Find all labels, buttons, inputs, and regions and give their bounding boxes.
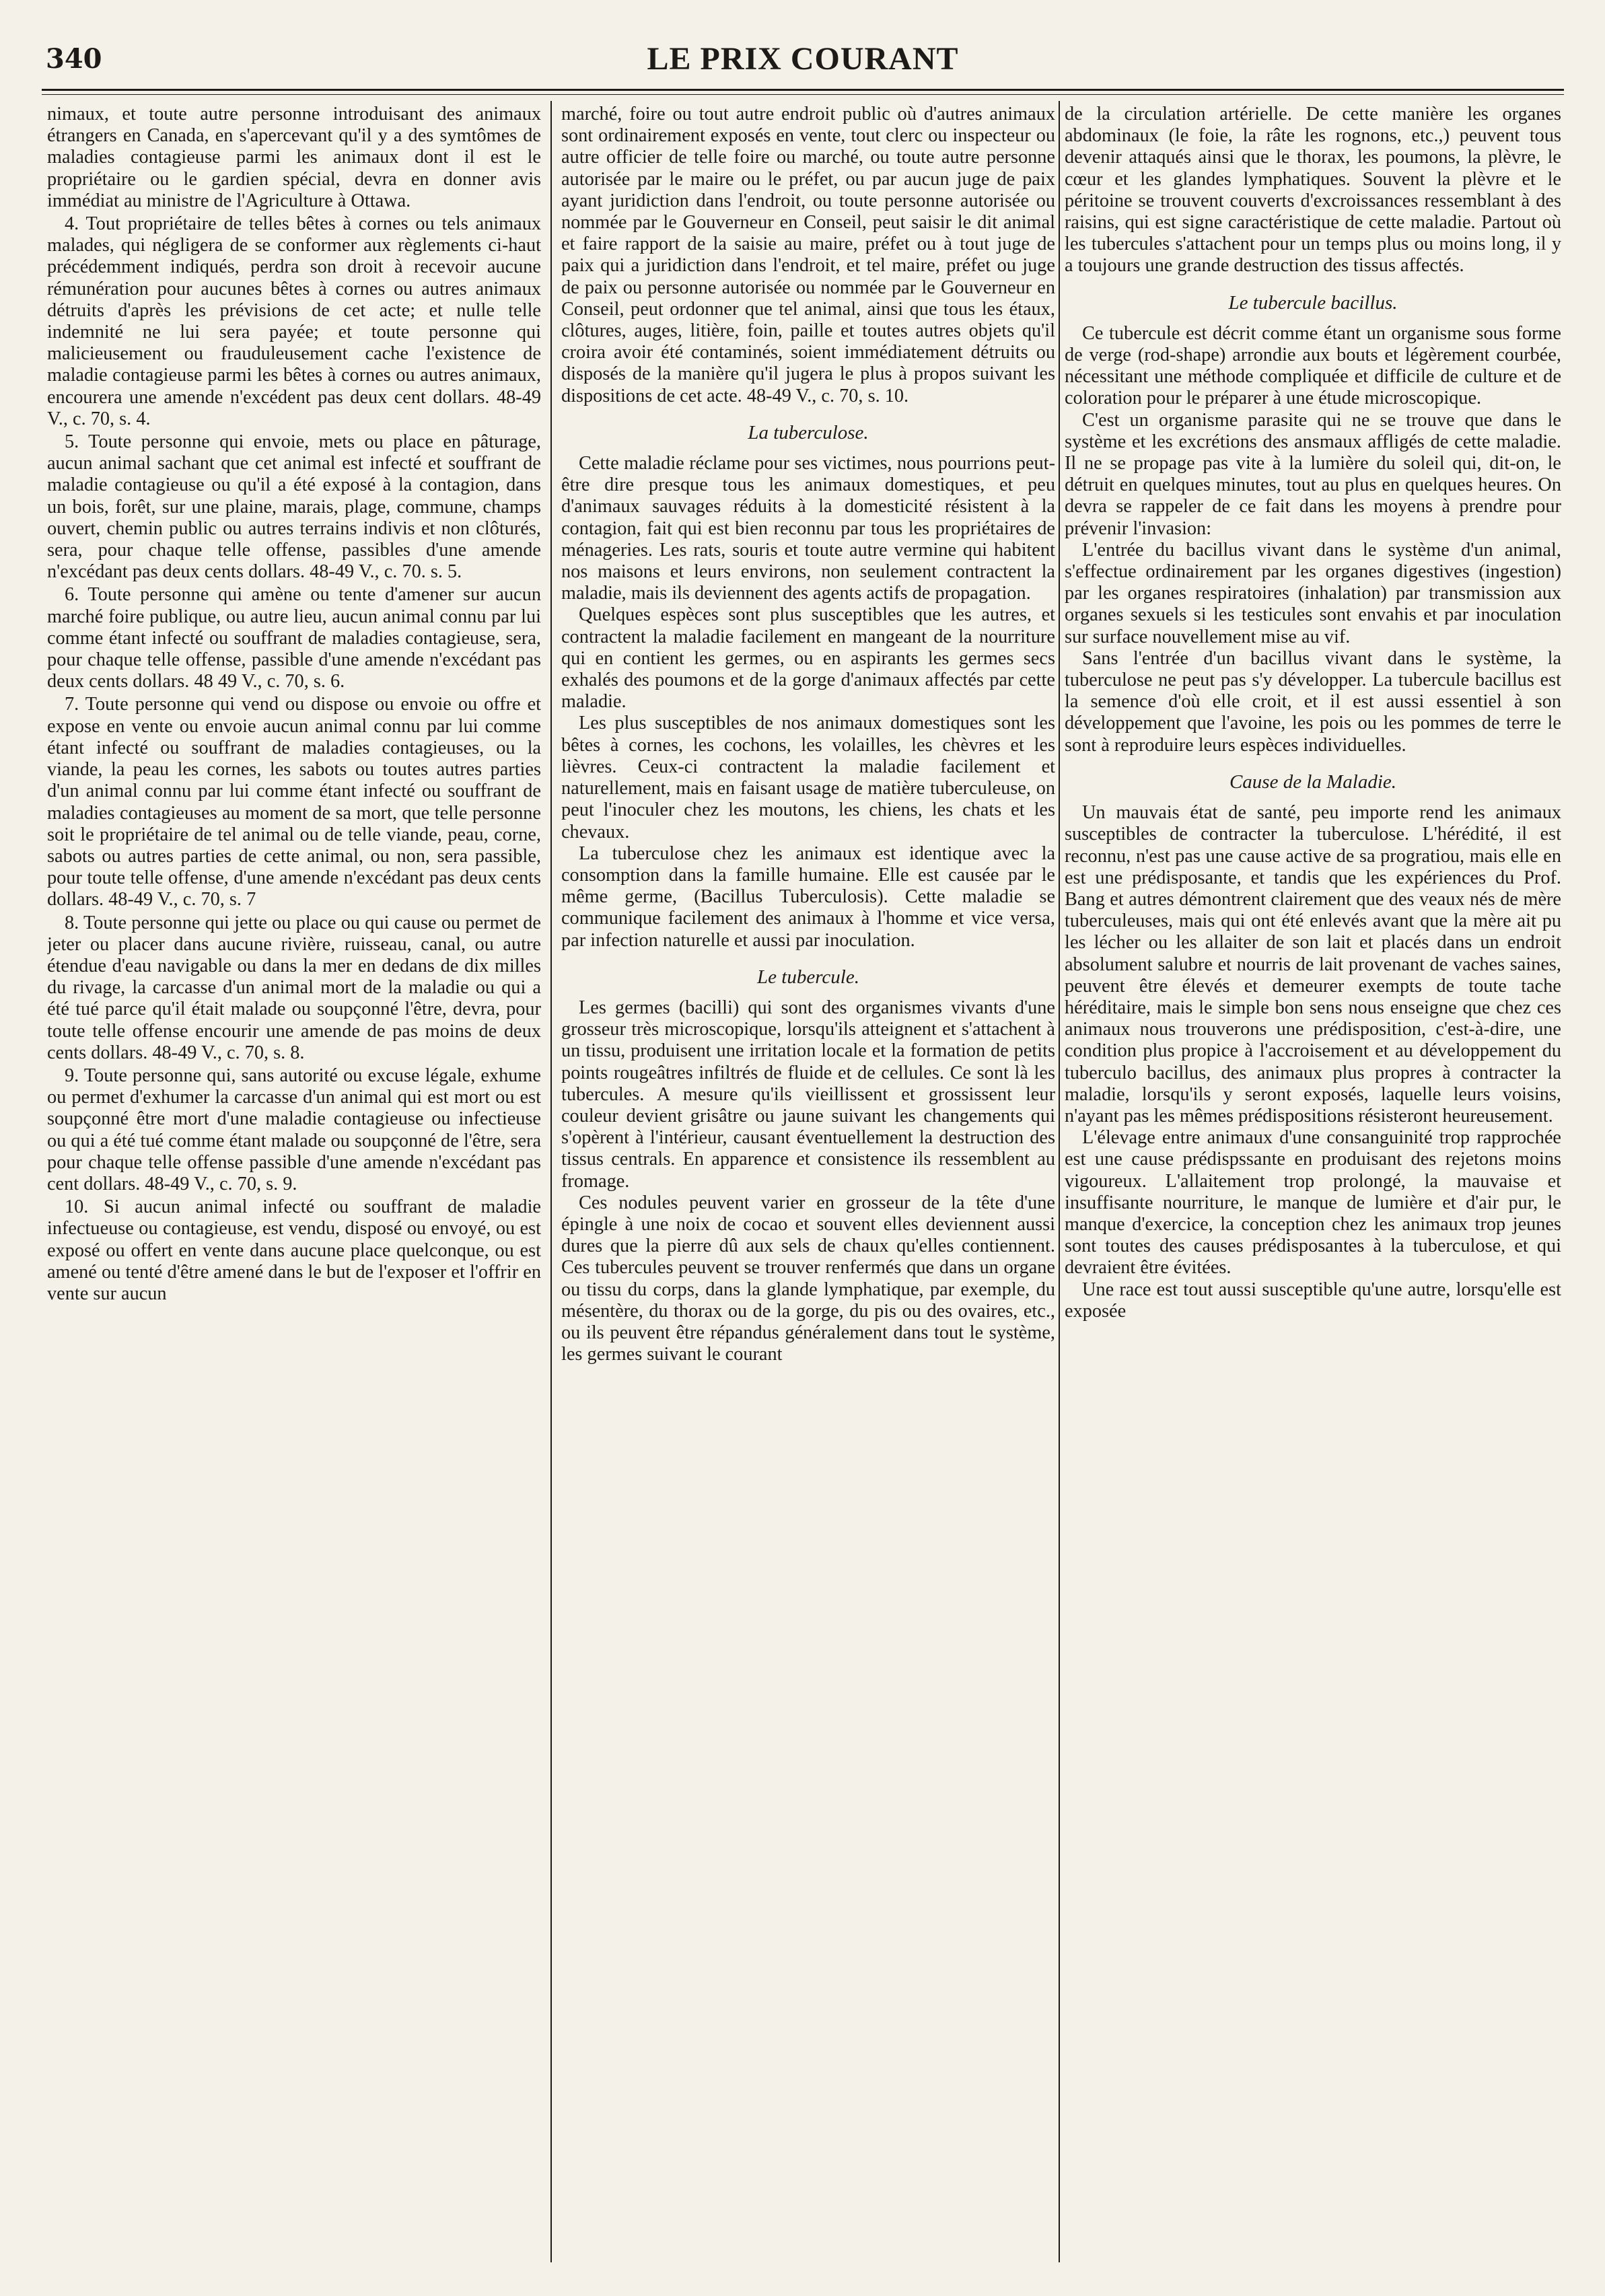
paragraph: Cette maladie réclame pour ses victimes, nous pourrions peut-être dire presque tous les animaux domestiques, et peu d'animaux sauvages réduits à la domesticité résistent à la contagion, fait qui est bien reconnu par tous les propriétaires de ménageries. Les rats, souris et toute autre vermine qui habitent nos maisons et leurs environs, non seulement contractent la maladie, mais ils deviennent des agents actifs de propagation. <box>561 453 1055 604</box>
header-rule <box>42 89 1564 91</box>
paragraph: Les germes (bacilli) qui sont des organismes vivants d'une grosseur très microscopique, lorsqu'ils atteignent et s'attachent à un tissu, produisent une irritation locale et la formation de petits points rougeâtres infiltrés de fluide et de cellules. Ce sont là les tubercules. A mesure qu'ils vieillissent et grossissent leur couleur devient grisâtre ou jaune suivant les changements qui s'opèrent à l'intérieur, causant éventuellement la destruction des tissus centrals. En apparence et consistence ils ressemblent au fromage. <box>561 997 1055 1192</box>
paragraph: L'entrée du bacillus vivant dans le système d'un animal, s'effectue ordinairement par les organes digestives (ingestion) par les organes respiratoires (inhalation) par transmission aux organes sexuels si les testicules sont envahis et par inoculation sur surface nouvellement mise au vif. <box>1065 539 1561 647</box>
article-10: 10. Si aucun animal infecté ou souffrant de maladie infectueuse ou contagieuse, est vendu, disposé ou envoyé, ou est exposé ou offert en vente dans aucune place quelconque, ou est amené ou tenté d'être amené dans le but de l'exposer et l'offrir en vente sur aucun <box>47 1196 541 1304</box>
paragraph: de la circulation artérielle. De cette manière les organes abdominaux (le foie, la râte les rognons, etc.,) peuvent tous devenir attaqués ainsi que le thorax, les poumons, la plèvre, le cœur et les glandes lymphatiques. Souvent la plèvre et le péritoine se trouvent couverts d'excroissances ressemblant à des raisins, qui est signe caractéristique de cette maladie. Partout où les tubercules s'attachent pour un temps plus ou moins long, il y a toujours une grande destruction des tissus affectés. <box>1065 104 1561 277</box>
article-4: 4. Tout propriétaire de telles bêtes à cornes ou tels animaux malades, qui négligera de se conformer aux règlements ci-haut précédemment indiqués, perdra son droit à recevoir aucune rémunération pour aucunes bêtes à cornes ou autres animaux détruits d'après les prévisions de cet acte; et nulle telle indemnité ne lui sera payée; et toute personne qui malicieusement ou frauduleusement cache l'existence de maladie contagieuse parmi les bêtes à cornes ou autres animaux, encourera une amende n'excédent pas deux cent dollars. 48-49 V., c. 70, s. 4. <box>47 213 541 429</box>
paragraph: C'est un organisme parasite qui ne se trouve que dans le système et les excrétions des ansmaux affligés de cette maladie. Il ne se propage pas vite à la lumière du soleil qui, dit-on, le détruit en quelques minutes, tout au plus en quelques heures. On devra se rappeler de ce fait dans les moyens à prendre pour prévenir l'invasion: <box>1065 409 1561 539</box>
paragraph: Un mauvais état de santé, peu importe rend les animaux susceptibles de contracter la tuberculose. L'hérédité, il est reconnu, n'est pas une cause active de sa progratiou, mais elle en est une prédisposante, et tandis que les expériences du Prof. Bang et autres démontrent clairement que des veaux nés de mère tuberculeuses, mais qui ont été enlevés avant que la mère ait pu les lécher ou les allaiter de son lait et placés dans un endroit absolument salubre et nourris de lait provenant de vaches saines, peuvent être élevés et demeurer exempts de toute tache héréditaire, mais le simple bon sens nous enseigne que chez ces animaux nous trouverons une prédisposition, c'est-à-dire, une condition plus propice à l'accroisement et au développement du tuberculo bacillus, des animaux plus propres à contracter la maladie, lorsqu'ils y seront exposés, laquelle leurs voisins, n'ayant pas les mêmes prédispositions résisteront heureusement. <box>1065 802 1561 1126</box>
paragraph: Quelques espèces sont plus susceptibles que les autres, et contractent la maladie facilement en mangeant de la nourriture qui en contient les germes, ou en aspirants les germes secs exhalés des poumons et de la gorge d'animaux affectés par cette maladie. <box>561 604 1055 713</box>
column-divider-left <box>550 101 552 2262</box>
section-heading-tubercule: Le tubercule. <box>757 966 859 988</box>
section-heading-cause: Cause de la Maladie. <box>1229 770 1397 793</box>
column-1 <box>47 104 541 2260</box>
page-number: 340 <box>46 43 102 75</box>
column-2 <box>561 104 1055 2260</box>
article-9: 9. Toute personne qui, sans autorité ou excuse légale, exhume ou permet d'exhumer la carcasse d'un animal qui est mort ou est soupçonné être mort d'une maladie contagieuse ou infectieuse ou qui a été tué comme étant malade ou soupçonné de l'être, sera pour chaque telle offense passible d'une amende n'excédant pas cent dollars. 48-49 V., c. 70, s. 9. <box>47 1065 541 1194</box>
page-header <box>42 38 1564 85</box>
paragraph: nimaux, et toute autre personne introduisant des animaux étrangers en Canada, en s'apercevant qu'il y a des symtômes de maladies contagieuse parmi les animaux dont il est le propriétaire ou le gardien spécial, devra en donner avis immédiat au ministre de l'Agriculture à Ottawa. <box>47 104 541 211</box>
column-3 <box>1065 104 1561 2260</box>
column-divider-right <box>1059 101 1060 2262</box>
paragraph: Ce tubercule est décrit comme étant un organisme sous forme de verge (rod-shape) arrondie aux bouts et légèrement courbée, nécessitant une méthode compliquée et difficile de culture et de coloration pour le préparer à une étude microscopique. <box>1065 322 1561 409</box>
article-7: 7. Toute personne qui vend ou dispose ou envoie ou offre et expose en vente ou envoie aucun animal connu par lui comme étant infecté ou souffrant de maladies contagieuses, ou la viande, la peau les cornes, les sabots ou toutes autres parties d'un animal connu par lui comme étant infecté ou souffrant de maladies contagieuses au moment de sa mort, que telle personne soit le propriétaire de tel animal ou de telle viande, peau, corne, sabots ou autres parties de cette animal, ou non, sera passible, pour toute telle offense, d'une amende n'excédant pas deux cents dollars. 48-49 V., c. 70, s. 7 <box>47 694 541 910</box>
header-rule-thin <box>42 94 1564 95</box>
paragraph: Ces nodules peuvent varier en grosseur de la tête d'une épingle à une noix de cocao et souvent elles deviennent aussi dures que la pierre dû aux sels de chaux qu'elles contiennent. Ces tubercules peuvent se trouver renfermés que dans un organe ou tissu du corps, dans la glande lymphatique, par exemple, du mésentère, du thorax ou de la gorge, du pis ou des ovaires, etc., ou ils peuvent être répandus généralement dans tout le système, les germes suivant le courant <box>561 1192 1055 1365</box>
article-5: 5. Toute personne qui envoie, mets ou place en pâturage, aucun animal sachant que cet animal est infecté et souffrant de maladie contagieuse ou qu'il a été exposé à la contagion, dans un bois, forêt, sur une plaine, marais, plage, commune, champs ouvert, chemin public ou autres terrains indivis et non clôturés, sera, pour chaque telle offense, passibles d'une amende n'excédant pas deux cents dollars. 48-49 V., c. 70. s. 5. <box>47 431 541 583</box>
article-8: 8. Toute personne qui jette ou place ou qui cause ou permet de jeter ou placer dans aucune rivière, ruisseau, canal, ou autre étendue d'eau navigable ou dans la mer en dedans de dix milles du rivage, la carcasse d'un animal mort de la maladie ou qui a été tué parce qu'il était malade ou soupçonné l'être, devra, pour toute telle offense encourir une amende de pas moins de deux cents dollars. 48-49 V., c. 70, s. 8. <box>47 912 541 1063</box>
paragraph: L'élevage entre animaux d'une consanguinité trop rapprochée est une cause prédispssante en produisant des rejetons moins vigoureux. L'allaitement trop prolongé, la mauvaise et insuffisante nourriture, le manque de lumière et d'air pur, le manque d'exercice, la conception chez les animaux trop jeunes sont toutes des causes prédisposantes à la tuberculose, et qui devraient être évitées. <box>1065 1127 1561 1279</box>
section-heading-bacillus: Le tubercule bacillus. <box>1228 291 1398 314</box>
paragraph: La tuberculose chez les animaux est identique avec la consomption dans la famille humaine. Elle est causée par le même germe, (Bacillus Tuberculosis). Cette maladie se communique facilement des animaux à l'homme et vice versa, par infection naturelle et aussi par inoculation. <box>561 842 1055 951</box>
paragraph: Sans l'entrée d'un bacillus vivant dans le système, la tuberculose ne peut pas s'y développer. La tubercule bacillus est la semence d'où elle croit, et il est aussi essentiel à son développement que l'avoine, les pois ou les pommes de terre le sont à reproduire leurs espèces individuelles. <box>1065 647 1561 756</box>
paragraph: marché, foire ou tout autre endroit public où d'autres animaux sont ordinairement exposés en vente, tout clerc ou inspecteur ou autre officier de telle foire ou marché, ou toute autre personne autorisée par le maire ou le préfet, ou par aucun juge de paix ayant juridiction dans l'endroit, ou toute personne autorisée ou nommée par le Gouverneur en Conseil, peut saisir le dit animal et faire rapport de la saisie au maire, préfet ou à tout juge de paix qui a juridiction dans l'endroit, et tel maire, préfet ou juge de paix ou personne autorisée ou nommée par le Gouverneur en Conseil, peut ordonner que tel animal, ainsi que tous les étaux, clôtures, auges, litière, foin, paille et toutes autres objets qu'il croira avoir été contaminés, soient immédiatement détruits ou disposés de la manière qu'il jugera le plus à propos suivant les dispositions de cet acte. 48-49 V., c. 70, s. 10. <box>561 104 1055 406</box>
section-heading-tuberculose: La tuberculose. <box>748 421 869 443</box>
running-title: LE PRIX COURANT <box>647 41 959 77</box>
paragraph: Les plus susceptibles de nos animaux domestiques sont les bêtes à cornes, les cochons, les volailles, les chèvres et les lièvres. Ceux-ci contractent la maladie facilement et naturellement, mais en faisant usage de matière tuberculeuse, on peut l'inoculer chez les moutons, les chiens, les chats et les chevaux. <box>561 713 1055 842</box>
paragraph: Une race est tout aussi susceptible qu'une autre, lorsqu'elle est exposée <box>1065 1279 1561 1322</box>
article-6: 6. Toute personne qui amène ou tente d'amener sur aucun marché foire publique, ou autre lieu, aucun animal connu par lui comme étant infecté ou souffrant de maladies contagieuse, sera, pour chaque telle offense, passible d'une amende n'excédant pas deux cents dollars. 48 49 V., c. 70, s. 6. <box>47 584 541 692</box>
